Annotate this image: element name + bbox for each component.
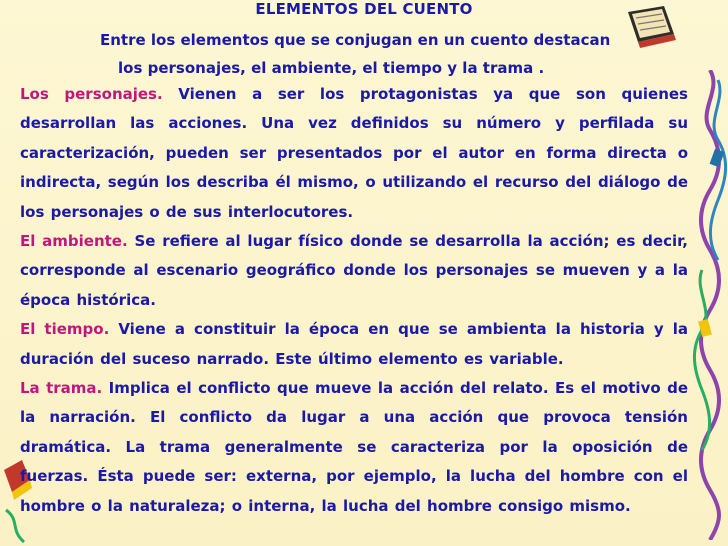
section-term: La trama. xyxy=(20,379,103,398)
section-ambiente xyxy=(20,227,688,315)
section-trama xyxy=(20,374,688,521)
section-text: Implica el conflicto que mueve la acción del relato. Es el motivo de la narración. El conflicto da lugar a una acción que provoca tensión dramática. La trama generalmente se caracteriza por la oposición de fuerzas. Ésta puede ser: externa, por ejemplo, la lucha del hombre con el hombre o la naturaleza; o interna, la lucha del hombre consigo mismo. xyxy=(20,379,688,515)
intro-line-1: Entre los elementos que se conjugan en un cuento destacan xyxy=(100,31,611,49)
section-term: El tiempo. xyxy=(20,320,110,339)
body-text xyxy=(20,80,688,521)
section-text: Viene a constituir la época en que se ambienta la historia y la duración del suceso narrado. Este último elemento es variable. xyxy=(20,320,689,368)
section-text: Vienen a ser los protagonistas ya que son quienes desarrollan las acciones. Una vez definidos su número y perfilada su caracterización, pueden ser presentados por el autor en forma directa o indirecta, según los describa él mismo, o utilizando el recurso del diálogo de los personajes o de sus interlocutores. xyxy=(20,85,688,221)
page-title: ELEMENTOS DEL CUENTO xyxy=(255,0,473,18)
intro-line-2: los personajes, el ambiente, el tiempo y la trama . xyxy=(118,59,545,77)
intro-paragraph xyxy=(100,26,690,82)
section-text: Se refiere al lugar físico donde se desarrolla la acción; es decir, corresponde al escenario geográfico donde los personajes se mueven y a la época histórica. xyxy=(20,232,689,309)
section-term: Los personajes. xyxy=(20,85,163,103)
section-personajes xyxy=(20,80,688,227)
section-tiempo xyxy=(20,315,688,374)
decorative-squiggle-border-icon xyxy=(692,70,728,540)
section-term: El ambiente. xyxy=(20,232,128,251)
